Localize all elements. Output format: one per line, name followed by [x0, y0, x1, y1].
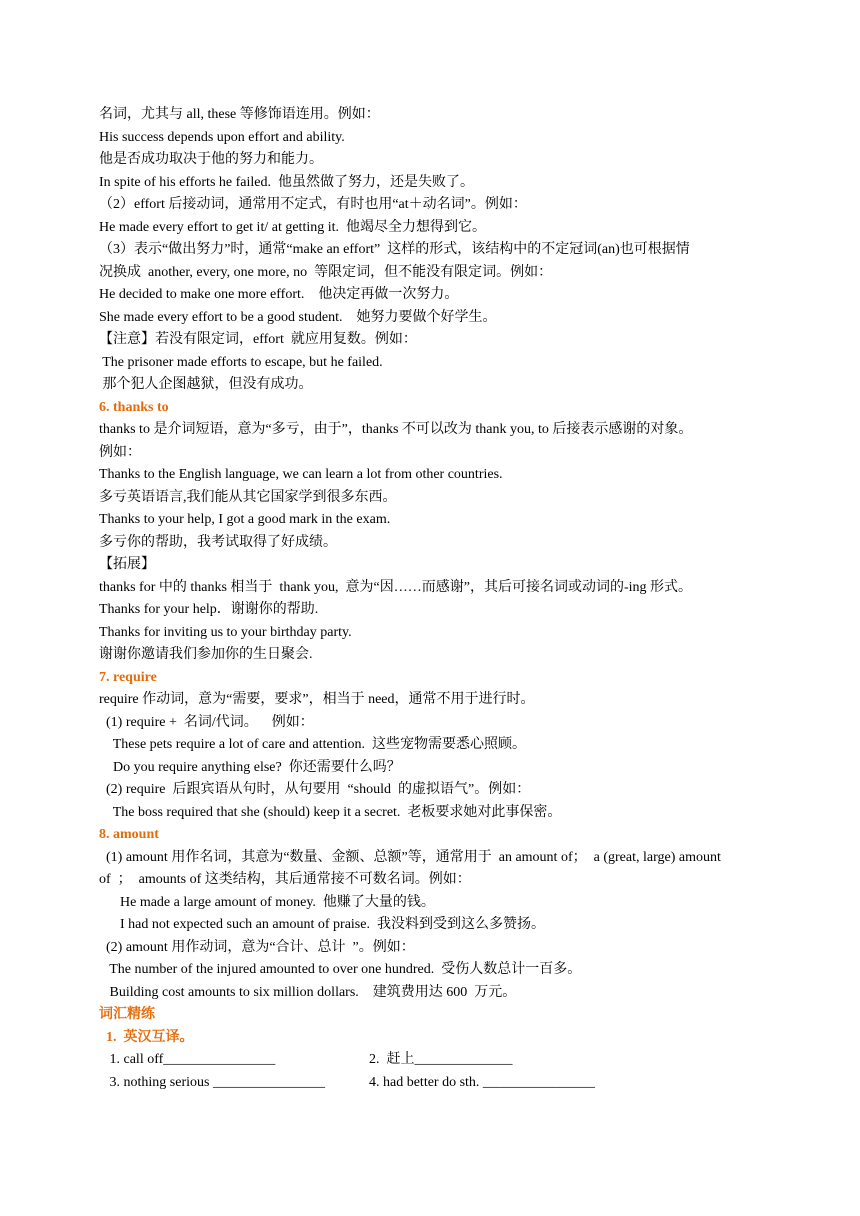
text-line: The boss required that she (should) keep it a secret. 老板要求她对此事保密。 — [99, 805, 562, 820]
text-line: Thanks for inviting us to your birthday party. — [99, 625, 352, 640]
text-line: He decided to make one more effort. 他决定再做一次努力。 — [99, 287, 459, 302]
text-line: The number of the injured amounted to over one hundred. 受伤人数总计一百多。 — [99, 962, 582, 977]
text-line: thanks for 中的 thanks 相当于 thank you, 意为“因……而感谢”，其后可接名词或动词的-ing 形式。 — [99, 580, 693, 595]
text-line: 【拓展】 — [99, 557, 155, 572]
text-line: His success depends upon effort and ability. — [99, 130, 345, 145]
text-line: He made a large amount of money. 他赚了大量的钱。 — [99, 895, 435, 910]
text-line: (2) require 后跟宾语从句时，从句要用 “should 的虚拟语气”。例如： — [99, 782, 531, 797]
text-line: (1) require + 名词/代词。 例如： — [99, 715, 314, 730]
text-line: The prisoner made efforts to escape, but he failed. — [99, 355, 383, 370]
exercise-subheading: 1. 英汉互译。 — [99, 1030, 194, 1045]
text-line: Thanks to the English language, we can learn a lot from other countries. — [99, 467, 503, 482]
text-line: of ； amounts of 这类结构，其后通常接不可数名词。例如： — [99, 872, 471, 887]
text-line: (1) amount 用作名词，其意为“数量、金额、总额”等，通常用于 an amount of； a (great, large) amount — [99, 850, 721, 865]
section-heading: 6. thanks to — [99, 400, 169, 415]
exercise-item: 3. nothing serious ________________ — [99, 1075, 325, 1090]
text-line: 况换成 another, every, one more, no 等限定词，但不能没有限定词。例如： — [99, 265, 553, 280]
text-line: He made every effort to get it/ at getting it. 他竭尽全力想得到它。 — [99, 220, 486, 235]
text-line: She made every effort to be a good student. 她努力要做个好学生。 — [99, 310, 497, 325]
text-line: Thanks to your help, I got a good mark in the exam. — [99, 512, 391, 527]
text-line: (2) amount 用作动词，意为“合计、总计 ”。例如： — [99, 940, 415, 955]
text-line: These pets require a lot of care and attention. 这些宠物需要悉心照顾。 — [99, 737, 527, 752]
exercise-item: 2. 赶上______________ — [369, 1052, 513, 1067]
text-line: （2）effort 后接动词，通常用不定式，有时也用“at＋动名词”。例如： — [99, 197, 527, 212]
exercise-item: 4. had better do sth. ________________ — [369, 1075, 595, 1090]
exercise-heading: 词汇精练 — [99, 1007, 155, 1022]
text-line: （3）表示“做出努力”时，通常“make an effort” 这样的形式，该结构中的不定冠词(an)也可根据情 — [99, 242, 690, 257]
text-line: I had not expected such an amount of praise. 我没料到受到这么多赞扬。 — [99, 917, 545, 932]
text-line: 多亏你的帮助，我考试取得了好成绩。 — [99, 535, 337, 550]
text-line: 谢谢你邀请我们参加你的生日聚会. — [99, 647, 313, 662]
text-line: 【注意】若没有限定词，effort 就应用复数。例如： — [99, 332, 417, 347]
text-line: 他是否成功取决于他的努力和能力。 — [99, 152, 323, 167]
text-line: 多亏英语语言,我们能从其它国家学到很多东西。 — [99, 490, 397, 505]
text-line: Do you require anything else? 你还需要什么吗？ — [99, 760, 401, 775]
section-heading: 8. amount — [99, 827, 159, 842]
text-line: 名词，尤其与 all, these 等修饰语连用。例如： — [99, 107, 380, 122]
text-line: Building cost amounts to six million dollars. 建筑费用达 600 万元。 — [99, 985, 517, 1000]
text-line: Thanks for your help．谢谢你的帮助. — [99, 602, 319, 617]
text-line: 例如： — [99, 445, 141, 460]
text-line: thanks to 是介词短语，意为“多亏，由于”，thanks 不可以改为 thank you, to 后接表示感谢的对象。 — [99, 422, 693, 437]
text-line: 那个犯人企图越狱，但没有成功。 — [99, 377, 313, 392]
text-line: In spite of his efforts he failed. 他虽然做了努力，还是失败了。 — [99, 175, 474, 190]
text-line: require 作动词，意为“需要，要求”，相当于 need，通常不用于进行时。 — [99, 692, 535, 707]
exercise-item: 1. call off________________ — [99, 1052, 276, 1067]
section-heading: 7. require — [99, 670, 157, 685]
